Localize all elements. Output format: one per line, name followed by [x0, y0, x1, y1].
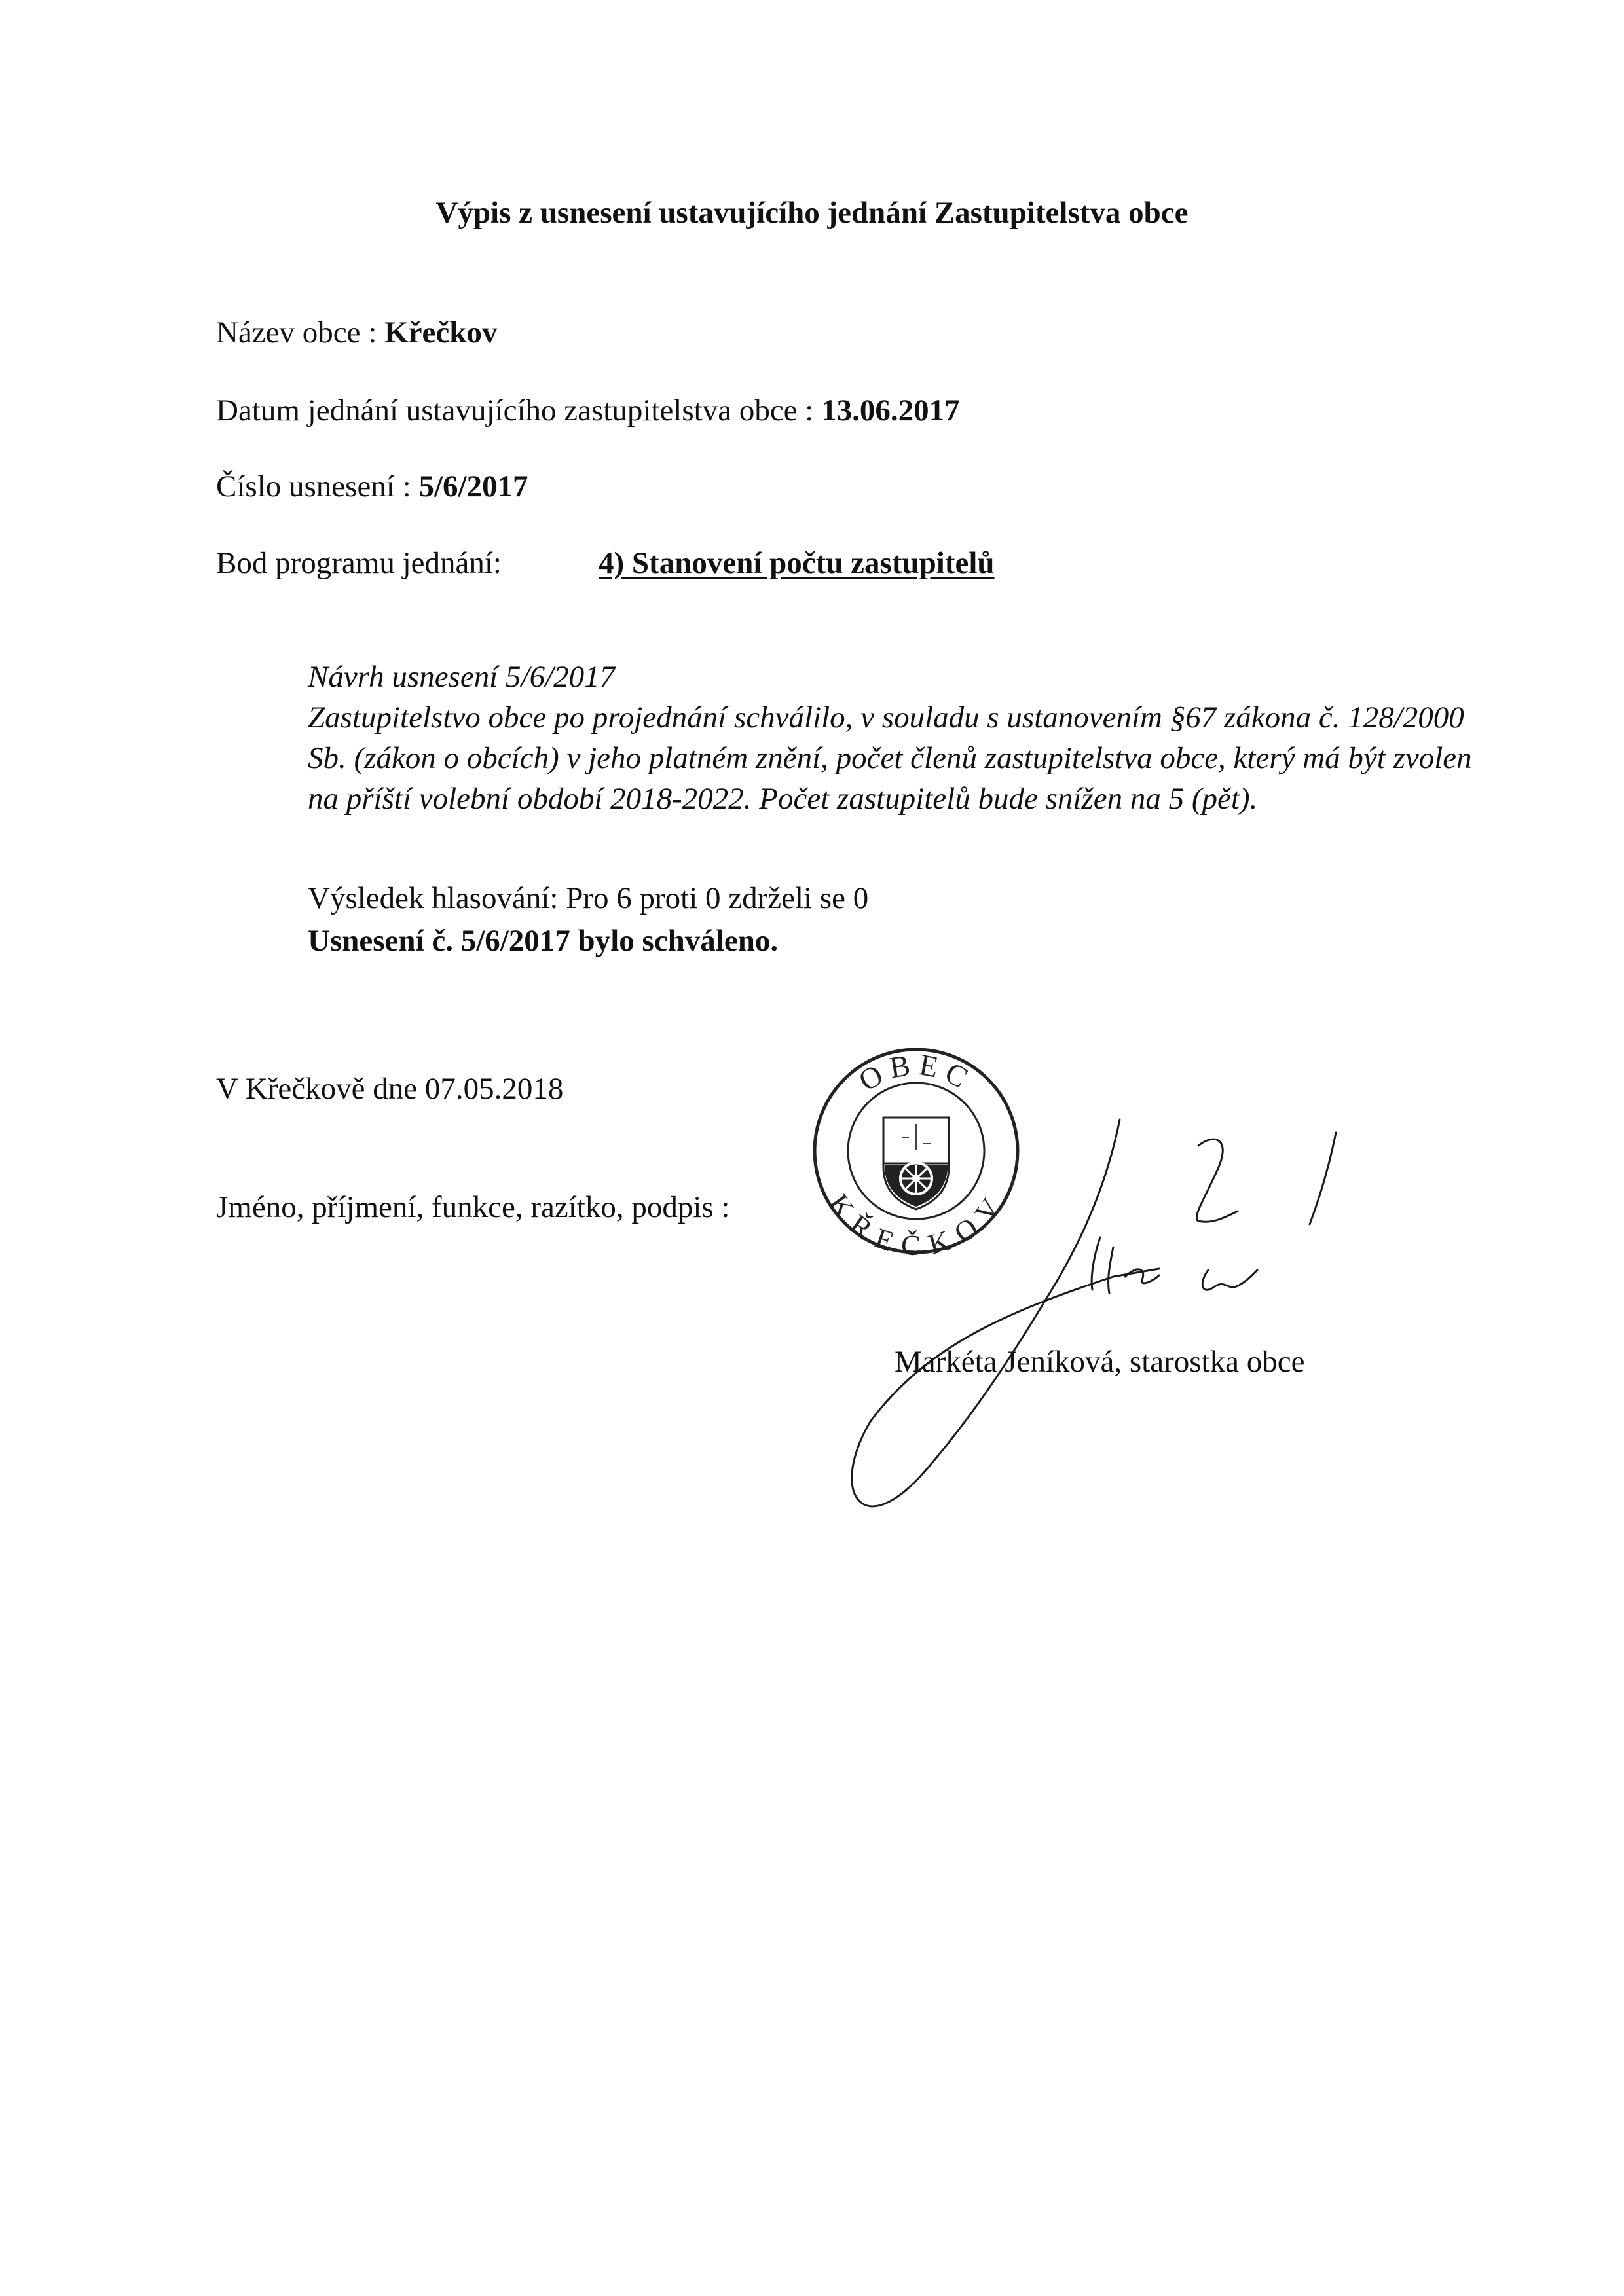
meeting-date-label: Datum jednání ustavujícího zastupitelstva obce :: [216, 393, 822, 428]
resolution-number-label: Číslo usnesení :: [216, 469, 419, 503]
stamp-bottom-text: KŘEČKOV: [822, 1188, 1010, 1256]
meeting-date-row: [216, 393, 960, 428]
signatory-name: Markéta Jeníková, starostka obce: [895, 1345, 1305, 1379]
agenda-item-label: Bod programu jednání:: [216, 546, 502, 580]
municipality-name-label: Název obce :: [216, 316, 385, 350]
document-title: Výpis z usnesení ustavujícího jednání Zastupitelstva obce: [435, 196, 1189, 230]
municipality-name-row: [216, 315, 497, 350]
resolution-approved: Usnesení č. 5/6/2017 bylo schváleno.: [308, 924, 779, 958]
municipality-name-value: Křečkov: [384, 316, 498, 350]
stamp-top-text: OBEC: [853, 1047, 980, 1098]
proposal-body: Zastupitelstvo obce po projednání schválilo, v souladu s ustanovením §67 zákona č. 128/2000 Sb. (zákon o obcích) v jeho platném znění, počet členů zastupitelstva obce, který má být zvolen na příští volební období 2018-2022. Počet zastupitelů bude snížen na 5 (pět).: [308, 701, 1472, 816]
meeting-date-value: 13.06.2017: [821, 393, 960, 428]
voting-result: Výsledek hlasování: Pro 6 proti 0 zdrželi se 0: [308, 881, 869, 915]
agenda-item-value: 4) Stanovení počtu zastupitelů: [599, 546, 995, 580]
place-and-date: V Křečkově dne 07.05.2018: [216, 1072, 564, 1106]
resolution-number-row: [216, 469, 528, 504]
proposal-heading: Návrh usnesení 5/6/2017: [308, 660, 616, 694]
signature-label: Jméno, příjmení, funkce, razítko, podpis :: [216, 1190, 730, 1224]
handwritten-signature: [832, 1106, 1369, 1525]
resolution-number-value: 5/6/2017: [418, 469, 528, 503]
resolution-proposal: [308, 657, 1473, 819]
